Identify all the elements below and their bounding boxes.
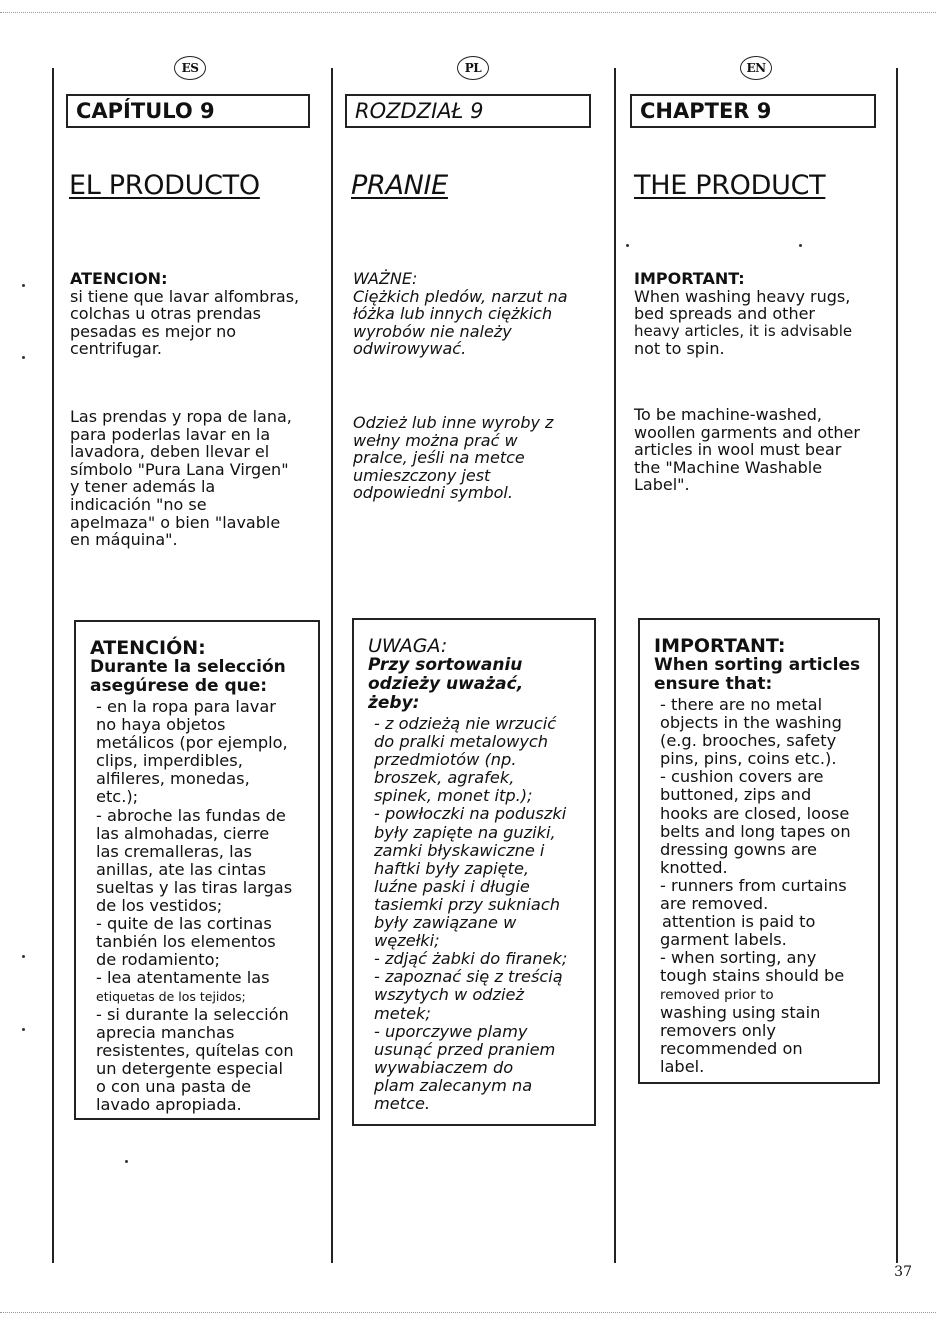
list-item: metek;	[374, 1003, 431, 1023]
list-item: removed prior to	[660, 986, 774, 1003]
list-item: - there are no metal	[660, 695, 823, 714]
wool-line: Las prendas y ropa de lana,	[70, 407, 292, 426]
list-item: - when sorting, any	[660, 948, 817, 968]
wool-line: articles in wool must bear	[634, 440, 842, 460]
list-item: metce.	[374, 1093, 431, 1113]
wool-paragraph-pl	[353, 414, 553, 502]
list-item: węzełki;	[374, 931, 440, 951]
wool-line: Odzież lub inne wyroby z	[353, 413, 554, 432]
box-list-en	[654, 696, 878, 1076]
note-line: odwirowywać.	[353, 339, 467, 359]
wool-line: woollen garments and other	[634, 422, 860, 442]
list-item: etiquetas de los tejidos;	[96, 988, 246, 1004]
section-title-en: THE PRODUCT	[634, 170, 826, 201]
scan-mark	[22, 955, 25, 958]
chapter-heading-pl: ROZDZIAŁ 9	[345, 94, 591, 128]
column-rule-right	[896, 68, 898, 1263]
note-line: si tiene que lavar alfombras,	[70, 286, 300, 306]
list-item: are removed.	[660, 894, 769, 914]
list-item: de rodamiento;	[96, 950, 220, 970]
column-rule-mid-right	[614, 68, 616, 1263]
box-list-pl	[368, 715, 594, 1113]
list-item: las almohadas, cierre	[96, 823, 270, 843]
list-item: attention is paid to	[662, 912, 816, 932]
list-item: knotted.	[660, 857, 728, 877]
chapter-heading-en: CHAPTER 9	[630, 94, 876, 128]
list-item: były zapięte na guziki,	[374, 822, 556, 842]
section-title-es: EL PRODUCTO	[69, 170, 260, 201]
list-item: tough stains should be	[660, 966, 845, 986]
list-item: garment labels.	[660, 930, 787, 950]
wool-line: odpowiedni symbol.	[353, 483, 513, 503]
box-subheading: żeby:	[368, 693, 420, 713]
note-line: bed spreads and other	[634, 304, 815, 324]
note-line: heavy articles, it is advisable	[634, 321, 853, 340]
list-item: label.	[660, 1056, 705, 1076]
box-list-es	[90, 698, 318, 1114]
note-line: Ciężkich pledów, narzut na	[353, 286, 568, 306]
list-item: wywabiaczem do	[374, 1057, 514, 1077]
scan-mark	[22, 356, 25, 359]
column-rule-mid-left	[331, 68, 333, 1263]
wool-line: para poderlas lavar en la	[70, 424, 271, 444]
wool-line: en máquina".	[70, 530, 178, 550]
language-badge-es: ES	[174, 56, 206, 80]
language-badge-pl: PL	[457, 56, 489, 80]
note-heading-pl: WAŻNE:	[353, 269, 418, 288]
chapter-heading-es: CAPÍTULO 9	[66, 94, 310, 128]
list-item: - lea atentamente las	[96, 968, 270, 988]
list-item: - uporczywe plamy	[374, 1021, 528, 1041]
list-item: - abroche las fundas de	[96, 805, 286, 825]
scan-mark	[799, 244, 802, 247]
language-badge-en: EN	[740, 56, 772, 80]
list-item: lavado apropiada.	[96, 1095, 242, 1115]
list-item: - quite de las cortinas	[96, 914, 272, 934]
wool-line: pralce, jeśli na metce	[353, 448, 525, 468]
note-heading-es: ATENCION:	[70, 269, 168, 288]
wool-line: lavadora, deben llevar el	[70, 442, 270, 462]
list-item: - si durante la selección	[96, 1004, 289, 1024]
list-item: tasiemki przy sukniach	[374, 894, 560, 914]
list-item: resistentes, quítelas con	[96, 1040, 294, 1060]
list-item: tanbién los elementos	[96, 932, 276, 952]
wool-paragraph-es	[70, 408, 292, 549]
box-heading-en: IMPORTANT:	[654, 635, 786, 657]
scan-mark	[125, 1160, 128, 1163]
list-item: de los vestidos;	[96, 896, 223, 916]
wool-line: wełny można prać w	[353, 430, 518, 450]
list-item: removers only	[660, 1020, 776, 1040]
scan-mark	[22, 1028, 25, 1031]
list-item: hooks are closed, loose	[660, 803, 850, 823]
list-item: plam zalecanym na	[374, 1075, 533, 1095]
note-line: wyrobów nie należy	[353, 321, 512, 341]
page-number: 37	[894, 1264, 912, 1280]
important-note-en	[634, 270, 852, 358]
list-item: - z odzieżą nie wrzucić	[374, 714, 557, 733]
list-item: recommended on	[660, 1038, 803, 1058]
list-item: o con una pasta de	[96, 1076, 252, 1096]
box-heading-es: ATENCIÓN:	[90, 637, 206, 659]
list-item: luźne paski i długie	[374, 876, 530, 896]
wool-line: indicación "no se	[70, 494, 207, 514]
list-item: sueltas y las tiras largas	[96, 877, 293, 897]
list-item: aprecia manchas	[96, 1022, 235, 1042]
list-item: - cushion covers are	[660, 767, 824, 787]
box-subheading: asegúrese de que:	[90, 676, 268, 696]
note-line: colchas u otras prendas	[70, 304, 261, 324]
note-line: centrifugar.	[70, 339, 163, 359]
box-subheading: When sorting articles	[654, 655, 861, 675]
list-item: do pralki metalowych	[374, 732, 549, 752]
list-item: broszek, agrafek,	[374, 768, 515, 788]
list-item: un detergente especial	[96, 1058, 283, 1078]
list-item: były zawiązane w	[374, 913, 517, 933]
list-item: haftki były zapięte,	[374, 858, 530, 878]
wool-line: símbolo "Pura Lana Virgen"	[70, 459, 289, 479]
list-item: etc.);	[96, 787, 139, 807]
list-item: usunąć przed praniem	[374, 1039, 556, 1059]
wool-line: apelmaza" o bien "lavable	[70, 512, 281, 532]
list-item: - runners from curtains	[660, 875, 847, 895]
sorting-box-es	[74, 620, 320, 1120]
list-item: belts and long tapes on	[660, 821, 851, 841]
list-item: dressing gowns are	[660, 839, 818, 859]
column-rule-left	[52, 68, 54, 1263]
list-item: (e.g. brooches, safety	[660, 731, 837, 751]
list-item: - en la ropa para lavar	[96, 697, 276, 716]
list-item: clips, imperdibles,	[96, 751, 243, 771]
list-item: - zdjąć żabki do firanek;	[374, 949, 568, 969]
list-item: alfileres, monedas,	[96, 769, 250, 789]
list-item: wszytych w odzież	[374, 985, 524, 1005]
list-item: objects in the washing	[660, 713, 842, 733]
top-edge-line	[0, 12, 936, 13]
important-note-es	[70, 270, 299, 358]
note-line: not to spin.	[634, 339, 725, 359]
list-item: las cremalleras, las	[96, 841, 252, 861]
wool-line: Label".	[634, 475, 690, 495]
box-subheading: odzieży uważać,	[368, 674, 524, 694]
box-heading-pl: UWAGA:	[368, 635, 448, 657]
box-subheading: Durante la selección	[90, 657, 286, 677]
list-item: - zapoznać się z treścią	[374, 967, 563, 987]
list-item: pins, pins, coins etc.).	[660, 749, 837, 769]
list-item: przedmiotów (np.	[374, 750, 517, 770]
note-line: When washing heavy rugs,	[634, 286, 851, 306]
note-line: pesadas es mejor no	[70, 321, 237, 341]
wool-line: To be machine-washed,	[634, 405, 822, 424]
list-item: - powłoczki na poduszki	[374, 804, 567, 824]
bottom-edge-line	[0, 1312, 936, 1313]
wool-line: the "Machine Washable	[634, 457, 823, 477]
list-item: metálicos (por ejemplo,	[96, 733, 288, 753]
list-item: buttoned, zips and	[660, 785, 812, 805]
list-item: no haya objetos	[96, 715, 226, 735]
box-subheading: ensure that:	[654, 674, 773, 694]
list-item: zamki błyskawiczne i	[374, 840, 545, 860]
scan-mark	[22, 284, 25, 287]
sorting-box-pl	[352, 618, 596, 1126]
note-line: łóżka lub innych ciężkich	[353, 304, 553, 324]
sorting-box-en	[638, 618, 880, 1084]
note-heading-en: IMPORTANT:	[634, 269, 745, 288]
section-title-pl: PRANIE	[351, 170, 448, 201]
important-note-pl	[353, 270, 568, 358]
wool-line: y tener además la	[70, 477, 216, 497]
list-item: spinek, monet itp.);	[374, 786, 533, 806]
scan-mark	[626, 244, 629, 247]
wool-line: umieszczony jest	[353, 465, 491, 485]
box-subheading: Przy sortowaniu	[368, 655, 523, 675]
list-item: washing using stain	[660, 1002, 821, 1022]
wool-paragraph-en	[634, 406, 860, 494]
list-item: anillas, ate las cintas	[96, 859, 267, 879]
